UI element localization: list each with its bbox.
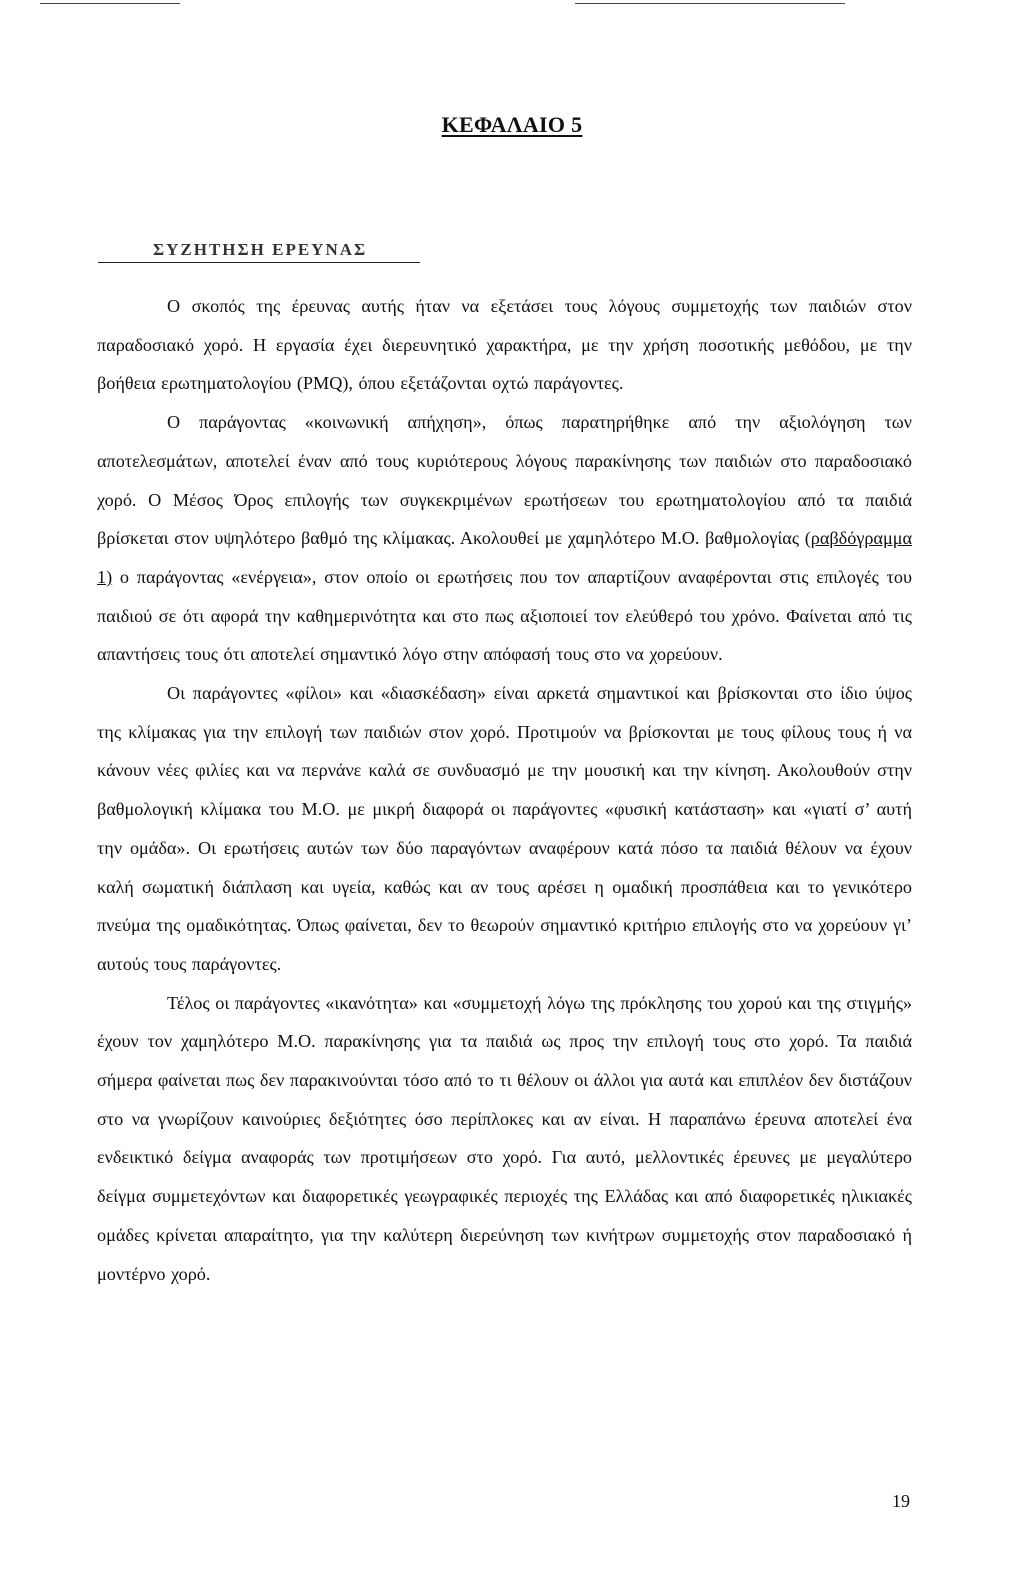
top-edge-rule-left: [40, 3, 180, 4]
page-number: 19: [892, 1491, 910, 1511]
paragraph-2-part-1: Ο παράγοντας «κοινωνική απήχηση», όπως παρατηρήθηκε από την αξιολόγηση των αποτελεσμάτων, αποτελεί έναν από τους κυριότερους λόγους παρακίνησης των παιδιών στο παραδοσιακό χορό. Ο Μέσος Όρος επιλογής των συγκεκριμένων ερωτήσεων του ερωτηματολογίου από τα παιδιά βρίσκεται στον υψηλότερο βαθμό της κλίμακας. Ακολουθεί με χαμηλότερο Μ.Ο. βαθμολογίας (: [97, 412, 912, 549]
paragraph-1: Ο σκοπός της έρευνας αυτής ήταν να εξετάσει τους λόγους συμμετοχής των παιδιών στον παραδοσιακό χορό. Η εργασία έχει διερευνητικό χαρακτήρα, με την χρήση ποσοτικής μεθόδου, με την βοήθεια ερωτηματολογίου (PMQ), όπου εξετάζονται οχτώ παράγοντες.: [97, 296, 912, 394]
top-edge-rule-right: [575, 3, 845, 4]
section-heading: ΣΥΖΗΤΗΣΗ ΕΡΕΥΝΑΣ: [98, 239, 420, 263]
paragraph-3: Οι παράγοντες «φίλοι» και «διασκέδαση» είναι αρκετά σημαντικοί και βρίσκονται στο ίδιο ύψος της κλίμακας για την επιλογή των παιδιών στον χορό. Προτιμούν να βρίσκονται με τους φίλους τους ή να κάνουν νέες φιλίες και να περνάνε καλά σε συνδυασμό με την μουσική και την κίνηση. Ακολουθούν στην βαθμολογική κλίμακα του Μ.Ο. με μικρή διαφορά οι παράγοντες «φυσική κατάσταση» και «γιατί σ’ αυτή την ομάδα». Οι ερωτήσεις αυτών των δύο παραγόντων αναφέρουν κατά πόσο τα παιδιά θέλουν να έχουν καλή σωματική διάπλαση και υγεία, καθώς και αν τους αρέσει η ομαδική προσπάθεια και το γενικότερο πνεύμα της ομαδικότητας. Όπως φαίνεται, δεν το θεωρούν σημαντικό κριτήριο επιλογής στο να χορεύουν γι’ αυτούς τους παράγοντες.: [97, 683, 912, 974]
body-text: [97, 287, 912, 1293]
chapter-title: ΚΕΦΑΛΑΙΟ 5: [441, 112, 583, 137]
chart-reference: ραβδόγραμμα 1): [97, 528, 912, 587]
paragraph-2-part-2: ο παράγοντας «ενέργεια», στον οποίο οι ερωτήσεις που τον απαρτίζουν αναφέρονται στις επιλογές του παιδιού σε ότι αφορά την καθημερινότητα και στο πως αξιοποιεί τον ελεύθερό του χρόνο. Φαίνεται από τις απαντήσεις τους ότι αποτελεί σημαντικό λόγο στην απόφασή τους στο να χορεύουν.: [97, 566, 912, 665]
paragraph-4: Τέλος οι παράγοντες «ικανότητα» και «συμμετοχή λόγω της πρόκλησης του χορού και της στιγμής» έχουν τον χαμηλότερο Μ.Ο. παρακίνησης για τα παιδιά ως προς την επιλογή τους στο χορό. Τα παιδιά σήμερα φαίνεται πως δεν παρακινούνται τόσο από το τι θέλουν οι άλλοι για αυτά και επιπλέον δεν διστάζουν στο να γνωρίζουν καινούριες δεξιότητες όσο περίπλοκες και αν είναι. Η παραπάνω έρευνα αποτελεί ένα ενδεικτικό δείγμα αναφοράς των προτιμήσεων στο χορό. Για αυτό, μελλοντικές έρευνες με μεγαλύτερο δείγμα συμμετεχόντων και διαφορετικές γεωγραφικές περιοχές της Ελλάδας και από διαφορετικές ηλικιακές ομάδες κρίνεται απαραίτητο, για την καλύτερη διερεύνηση των κινήτρων συμμετοχής στον παραδοσιακό ή μοντέρνο χορό.: [97, 992, 912, 1284]
paragraph-2: [97, 403, 912, 674]
